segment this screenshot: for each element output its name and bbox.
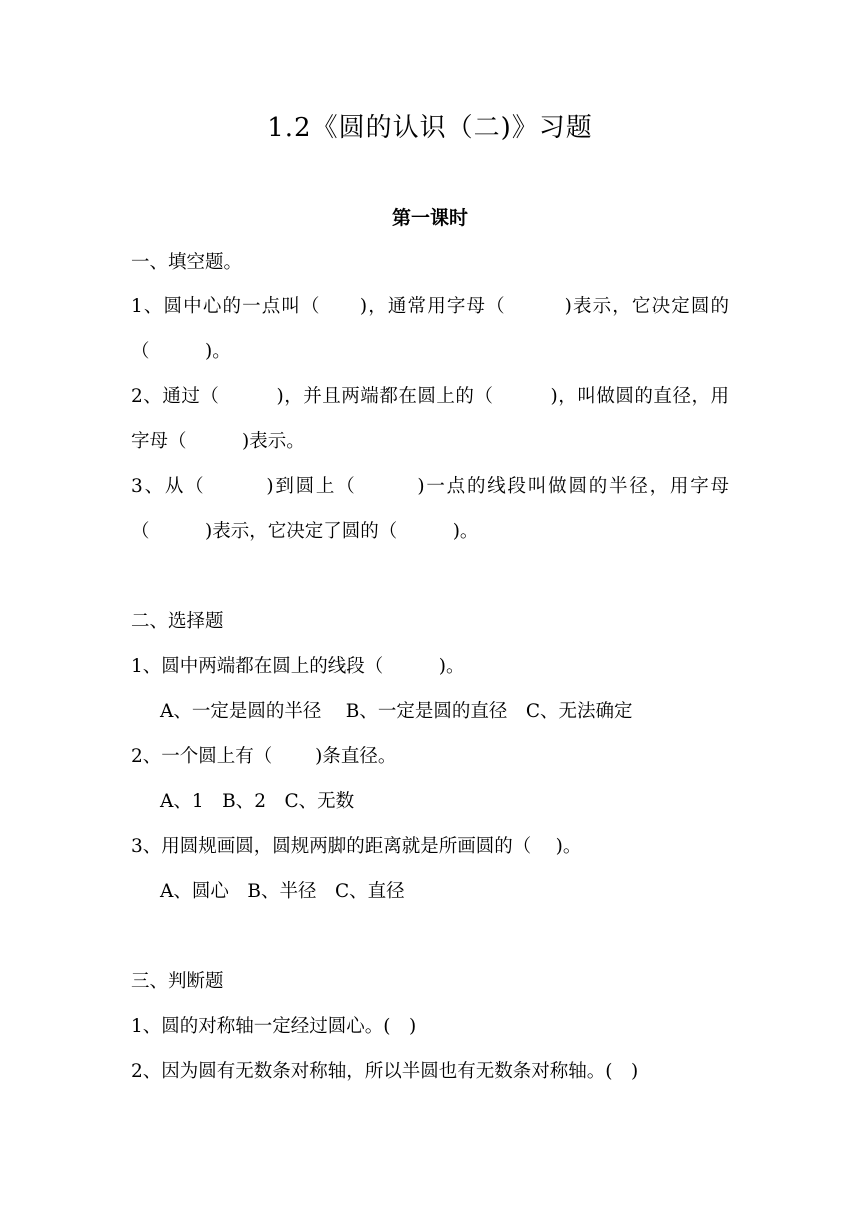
fill-blank-question-1-line-2: （ )。 — [131, 341, 231, 362]
page-title: 1.2《圆的认识（二)》习题 — [267, 113, 593, 143]
fill-blank-question-1-line-1: 1、圆中心的一点叫（ )，通常用字母（ )表示，它决定圆的 — [131, 296, 729, 317]
section-heading-fill-blank: 一、填空题。 — [131, 252, 243, 273]
choice-question-1-options: A、一定是圆的半径 B、一定是圆的直径 C、无法确定 — [160, 701, 633, 722]
fill-blank-question-3-line-2: （ )表示，它决定了圆的（ )。 — [131, 521, 479, 542]
lesson-subtitle: 第一课时 — [391, 207, 468, 229]
choice-question-2-options: A、1 B、2 C、无数 — [160, 791, 355, 812]
true-false-question-1: 1、圆的对称轴一定经过圆心。( ) — [131, 1016, 417, 1037]
true-false-question-2: 2、因为圆有无数条对称轴，所以半圆也有无数条对称轴。( ) — [131, 1061, 639, 1082]
fill-blank-question-2-line-1: 2、通过（ )，并且两端都在圆上的（ )，叫做圆的直径，用 — [131, 386, 729, 407]
fill-blank-question-3-line-1: 3、从（ )到圆上（ )一点的线段叫做圆的半径，用字母 — [131, 476, 729, 497]
choice-question-1: 1、圆中两端都在圆上的线段（ )。 — [131, 656, 465, 677]
fill-blank-question-2-line-2: 字母（ )表示。 — [131, 431, 305, 452]
section-heading-multiple-choice: 二、选择题 — [131, 611, 224, 632]
choice-question-3-options: A、圆心 B、半径 C、直径 — [160, 881, 405, 902]
section-heading-true-false: 三、判断题 — [131, 971, 224, 992]
choice-question-2: 2、一个圆上有（ )条直径。 — [131, 746, 397, 767]
choice-question-3: 3、用圆规画圆，圆规两脚的距离就是所画圆的（ )。 — [131, 836, 582, 857]
